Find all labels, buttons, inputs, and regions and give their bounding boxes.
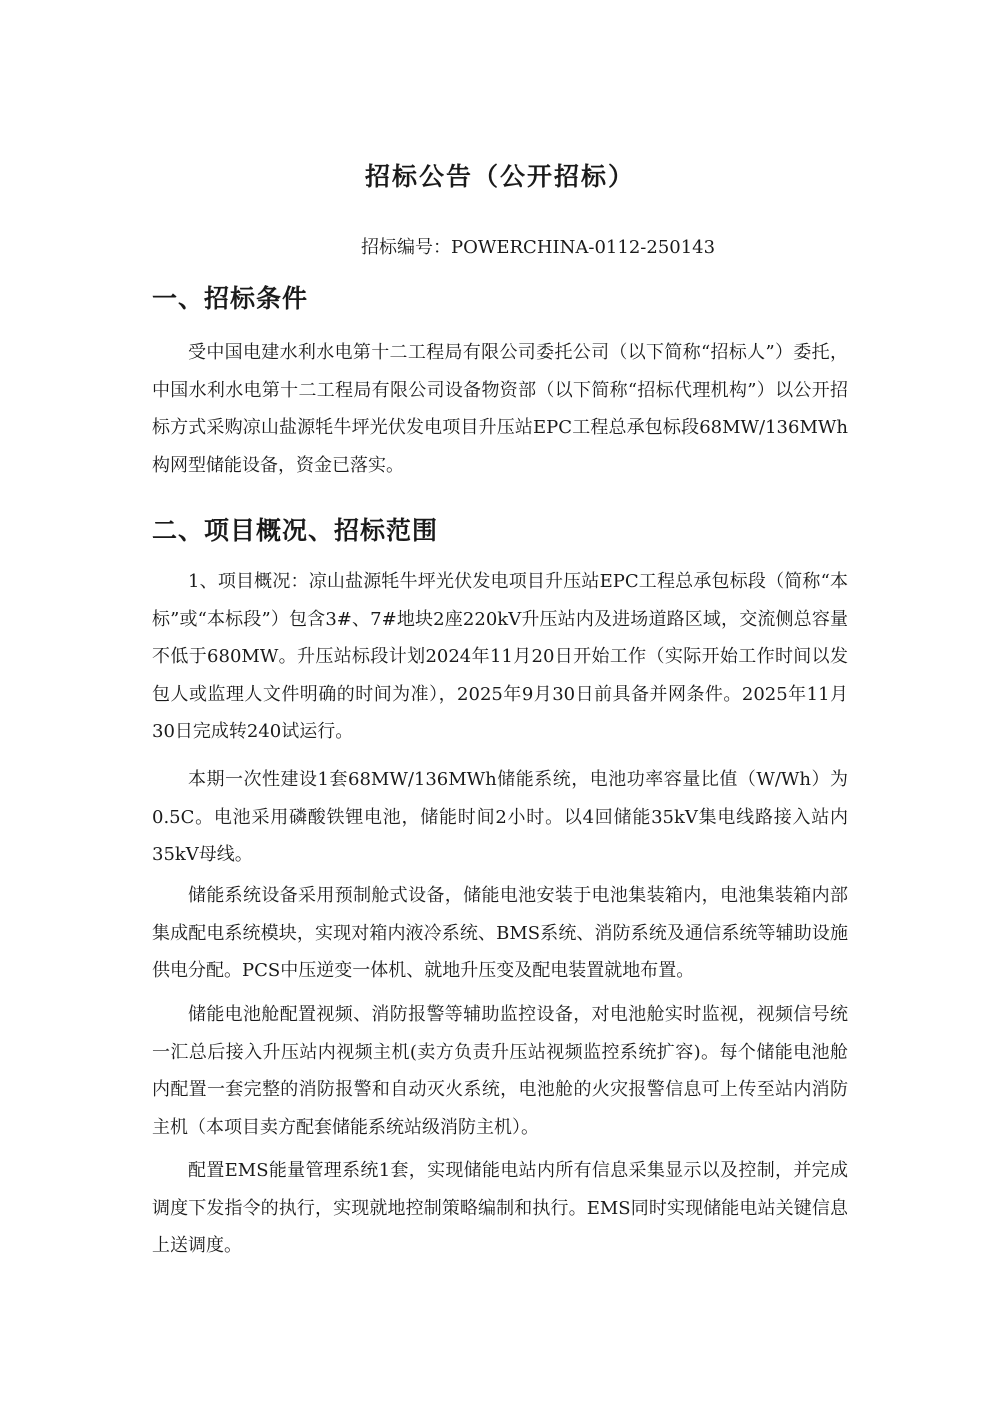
section-heading-tender-conditions: 一、招标条件 [152, 284, 309, 313]
section-heading-project-overview: 二、项目概况、招标范围 [152, 516, 439, 545]
paragraph-prefabricated-cabin: 储能系统设备采用预制舱式设备，储能电池安装于电池集装箱内，电池集装箱内部集成配电系统模块，实现对箱内液冷系统、BMS系统、消防系统及通信系统等辅助设施供电分配。PCS中压逆变一体机、就地升压变及配电装置就地布置。 [152, 885, 848, 982]
paragraph-tender-conditions: 受中国电建水利水电第十二工程局有限公司委托公司（以下简称“招标人”）委托，中国水利水电第十二工程局有限公司设备物资部（以下简称“招标代理机构”）以公开招标方式采购凉山盐源牦牛坪光伏发电项目升压站EPC工程总承包标段68MW/136MWh构网型储能设备，资金已落实。 [152, 342, 848, 476]
paragraph-project-overview: 1、项目概况：凉山盐源牦牛坪光伏发电项目升压站EPC工程总承包标段（简称“本标”或“本标段”）包含3#、7#地块2座220kV升压站内及进场道路区域，交流侧总容量不低于680MW。升压站标段计划2024年11月20日开始工作（实际开始工作时间以发包人或监理人文件明确的时间为准），2025年9月30日前具备并网条件。2025年11月30日完成转240试运行。 [152, 571, 848, 743]
document-title: 招标公告（公开招标） [364, 162, 635, 191]
paragraph-ems-system: 配置EMS能量管理系统1套，实现储能电站内所有信息采集显示以及控制，并完成调度下发指令的执行，实现就地控制策略编制和执行。EMS同时实现储能电站关键信息上送调度。 [152, 1160, 848, 1257]
paragraph-monitoring-fire-protection: 储能电池舱配置视频、消防报警等辅助监控设备，对电池舱实时监视，视频信号统一汇总后接入升压站内视频主机(卖方负责升压站视频监控系统扩容)。每个储能电池舱内配置一套完整的消防报警和自动灭火系统，电池舱的火灾报警信息可上传至站内消防主机（本项目卖方配套储能系统站级消防主机）。 [152, 1004, 848, 1138]
paragraph-storage-system-capacity: 本期一次性建设1套68MW/136MWh储能系统，电池功率容量比值（W/Wh）为0.5C。电池采用磷酸铁锂电池，储能时间2小时。以4回储能35kV集电线路接入站内35kV母线。 [152, 769, 848, 866]
tender-number: 招标编号：POWERCHINA-0112-250143 [361, 237, 716, 258]
